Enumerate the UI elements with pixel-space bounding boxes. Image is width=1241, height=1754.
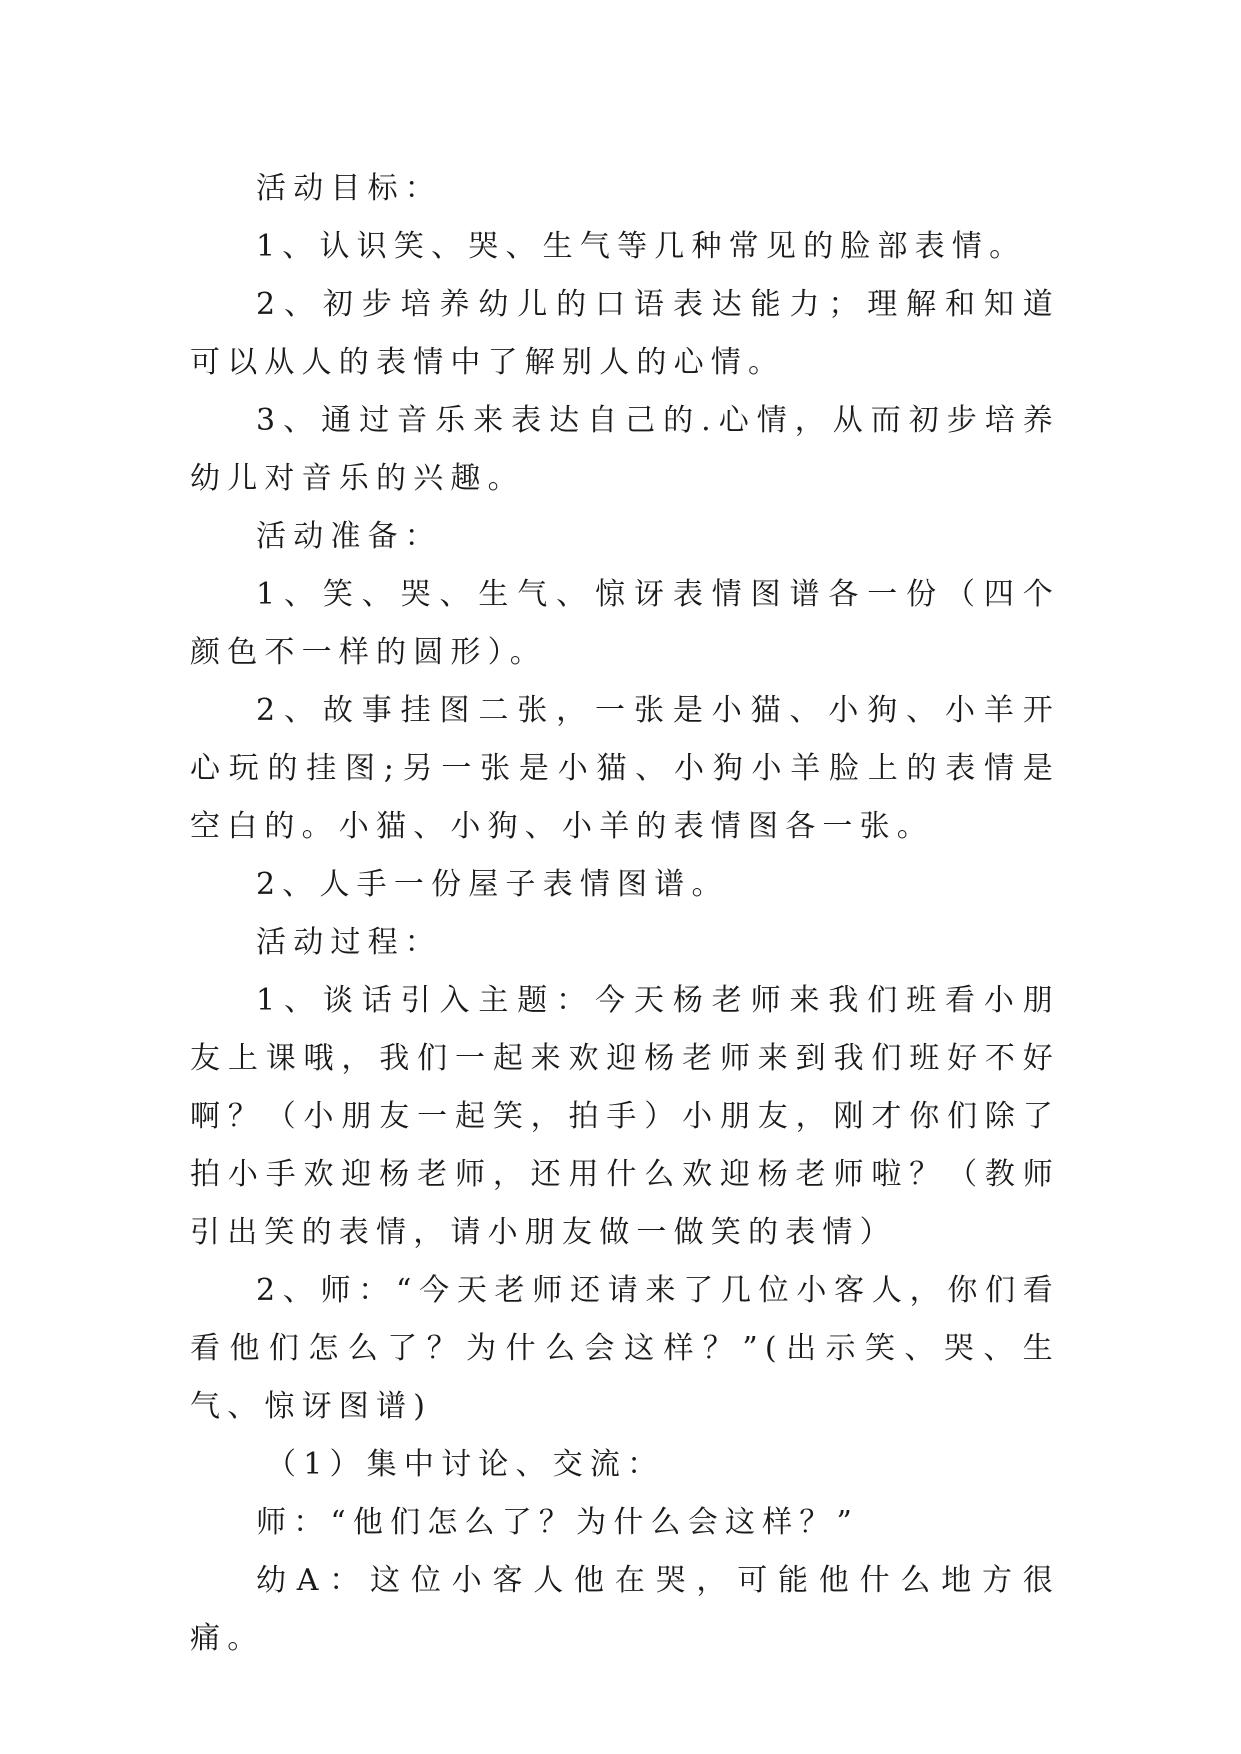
heading-activity-preparation: 活动准备： bbox=[256, 519, 442, 554]
preparation-item-3: 2、人手一份屋子表情图谱。 bbox=[256, 867, 729, 902]
heading-activity-goals: 活动目标： bbox=[256, 171, 442, 206]
dialogue-teacher: 师：“他们怎么了？为什么会这样？” bbox=[256, 1505, 860, 1540]
preparation-item-2: 2、故事挂图二张，一张是小猫、小狗、小羊开心玩的挂图;另一张是小猫、小狗小羊脸上的表情是空白的。小猫、小狗、小羊的表情图各一张。 bbox=[190, 693, 1060, 844]
process-item-1: 1、谈话引入主题：今天杨老师来我们班看小朋友上课哦，我们一起来欢迎杨老师来到我们班好不好啊？（小朋友一起笑，拍手）小朋友，刚才你们除了拍小手欢迎杨老师，还用什么欢迎杨老师啦？（教师引出笑的表情，请小朋友做一做笑的表情） bbox=[190, 983, 1060, 1250]
process-item-2: 2、师：“今天老师还请来了几位小客人，你们看看他们怎么了？为什么会这样？”(出示笑、哭、生气、惊讶图谱) bbox=[190, 1273, 1060, 1424]
goal-item-1: 1、认识笑、哭、生气等几种常见的脸部表情。 bbox=[256, 229, 1027, 264]
goal-item-3: 3、通过音乐来表达自己的.心情，从而初步培养幼儿对音乐的兴趣。 bbox=[190, 403, 1060, 496]
heading-activity-process: 活动过程： bbox=[256, 925, 442, 960]
goal-item-2: 2、初步培养幼儿的口语表达能力；理解和知道可以从人的表情中了解别人的心情。 bbox=[190, 287, 1060, 380]
process-subitem-1: （1）集中讨论、交流： bbox=[266, 1447, 665, 1482]
dialogue-child-a: 幼A：这位小客人他在哭，可能他什么地方很痛。 bbox=[190, 1563, 1060, 1656]
document-body bbox=[190, 160, 1060, 1668]
preparation-item-1: 1、笑、哭、生气、惊讶表情图谱各一份（四个颜色不一样的圆形）。 bbox=[190, 577, 1060, 670]
